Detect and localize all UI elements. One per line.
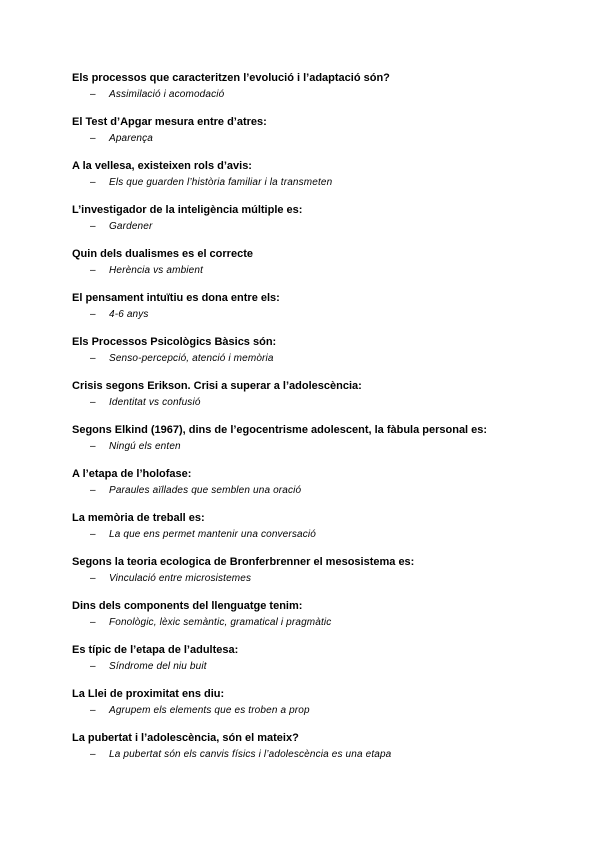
- question-text: El pensament intuïtiu es dona entre els:: [72, 292, 280, 304]
- answer-line: [72, 484, 572, 497]
- answer-line: [72, 616, 572, 629]
- answer-text: Ningú els enten: [109, 441, 181, 452]
- qa-item: [72, 687, 572, 731]
- answer-line: [72, 572, 572, 585]
- answer-text: Síndrome del niu buit: [109, 661, 207, 672]
- dash-bullet: –: [90, 749, 96, 760]
- answer-text: Agrupem els elements que es troben a prop: [109, 705, 310, 716]
- question-text: L’investigador de la inteligència múltiple es:: [72, 204, 303, 216]
- question-text: La pubertat i l’adolescència, són el mateix?: [72, 732, 299, 744]
- qa-item: [72, 159, 572, 203]
- answer-text: La que ens permet mantenir una conversació: [109, 529, 316, 540]
- dash-bullet: –: [90, 221, 96, 232]
- answer-text: Identitat vs confusió: [109, 397, 201, 408]
- question-text: Dins dels components del llenguatge tenim:: [72, 600, 303, 612]
- answer-line: [72, 264, 572, 277]
- qa-item: [72, 423, 572, 467]
- answer-line: [72, 528, 572, 541]
- question-text: El Test d’Apgar mesura entre d’atres:: [72, 116, 267, 128]
- question-answer-list: [72, 71, 572, 775]
- dash-bullet: –: [90, 485, 96, 496]
- dash-bullet: –: [90, 265, 96, 276]
- answer-line: [72, 88, 572, 101]
- dash-bullet: –: [90, 309, 96, 320]
- question-text: Segons la teoria ecologica de Bronferbrenner el mesosistema es:: [72, 556, 415, 568]
- dash-bullet: –: [90, 89, 96, 100]
- question-text: La memòria de treball es:: [72, 512, 205, 524]
- answer-text: Aparença: [109, 133, 154, 144]
- answer-line: [72, 748, 572, 761]
- answer-text: Senso-percepció, atenció i memòria: [109, 353, 274, 364]
- answer-text: Paraules aïllades que semblen una oració: [109, 485, 302, 496]
- qa-item: [72, 203, 572, 247]
- dash-bullet: –: [90, 441, 96, 452]
- answer-line: [72, 176, 572, 189]
- question-text: A l’etapa de l’holofase:: [72, 468, 192, 480]
- answer-line: [72, 440, 572, 453]
- qa-item: [72, 115, 572, 159]
- dash-bullet: –: [90, 573, 96, 584]
- qa-item: [72, 731, 572, 775]
- dash-bullet: –: [90, 705, 96, 716]
- dash-bullet: –: [90, 529, 96, 540]
- answer-text: Assimilació i acomodació: [109, 89, 225, 100]
- answer-line: [72, 396, 572, 409]
- dash-bullet: –: [90, 617, 96, 628]
- dash-bullet: –: [90, 133, 96, 144]
- answer-text: Els que guarden l’història familiar i la transmeten: [109, 177, 333, 188]
- question-text: Segons Elkind (1967), dins de l’egocentrisme adolescent, la fàbula personal es:: [72, 424, 488, 436]
- question-text: Crisis segons Erikson. Crisi a superar a l’adolescència:: [72, 380, 362, 392]
- qa-item: [72, 335, 572, 379]
- dash-bullet: –: [90, 661, 96, 672]
- qa-item: [72, 555, 572, 599]
- answer-line: [72, 132, 572, 145]
- answer-text: Herència vs ambient: [109, 265, 204, 276]
- answer-line: [72, 220, 572, 233]
- question-text: Els processos que caracteritzen l’evolució i l’adaptació són?: [72, 72, 390, 84]
- dash-bullet: –: [90, 177, 96, 188]
- dash-bullet: –: [90, 397, 96, 408]
- question-text: Els Processos Psicològics Bàsics són:: [72, 336, 277, 348]
- answer-text: Fonològic, lèxic semàntic, gramatical i pragmàtic: [109, 617, 332, 628]
- dash-bullet: –: [90, 353, 96, 364]
- qa-item: [72, 599, 572, 643]
- answer-line: [72, 352, 572, 365]
- answer-text: Gardener: [109, 221, 153, 232]
- answer-text: 4-6 anys: [109, 309, 149, 320]
- qa-item: [72, 71, 572, 115]
- answer-line: [72, 704, 572, 717]
- answer-text: La pubertat són els canvis físics i l’adolescència es una etapa: [109, 749, 392, 760]
- qa-item: [72, 291, 572, 335]
- qa-item: [72, 247, 572, 291]
- answer-line: [72, 660, 572, 673]
- answer-line: [72, 308, 572, 321]
- qa-item: [72, 643, 572, 687]
- question-text: Quin dels dualismes es el correcte: [72, 248, 253, 260]
- question-text: A la vellesa, existeixen rols d’avis:: [72, 160, 252, 172]
- answer-text: Vinculació entre microsistemes: [109, 573, 252, 584]
- qa-item: [72, 379, 572, 423]
- qa-item: [72, 511, 572, 555]
- qa-item: [72, 467, 572, 511]
- question-text: La Llei de proximitat ens diu:: [72, 688, 225, 700]
- question-text: Es típic de l’etapa de l’adultesa:: [72, 644, 239, 656]
